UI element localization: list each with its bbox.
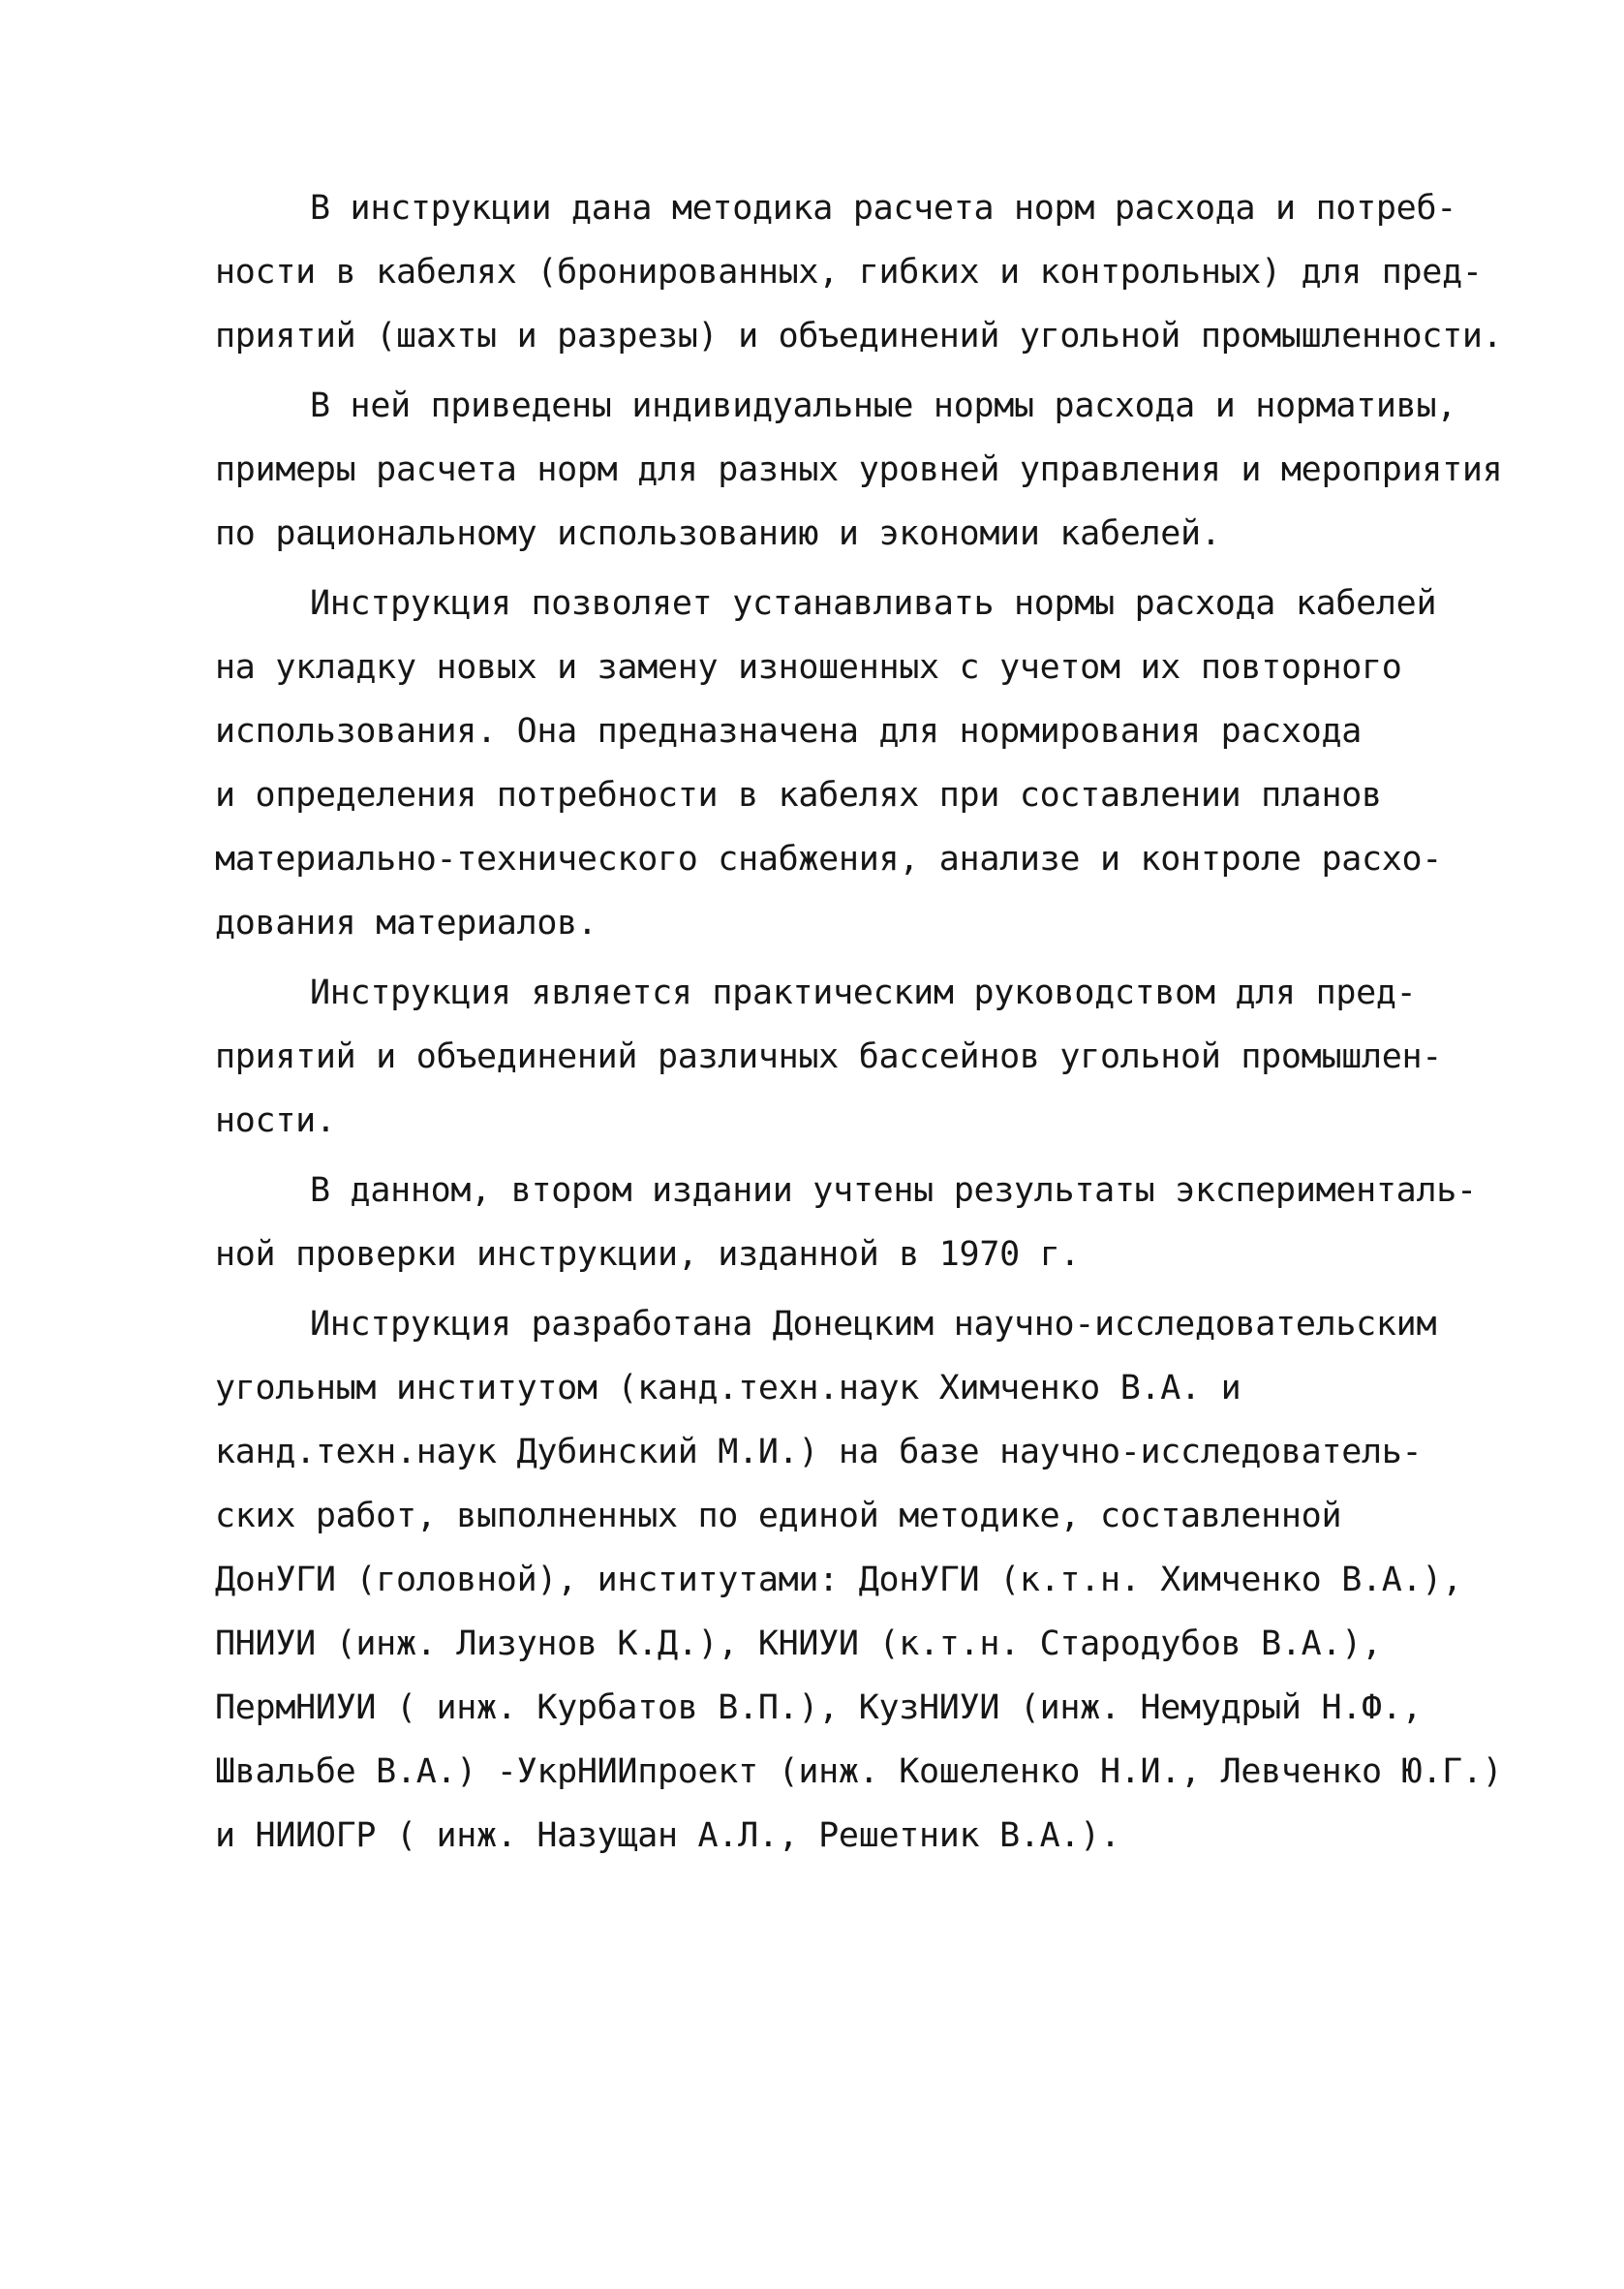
paragraph-purpose <box>215 572 1455 955</box>
text-line: и НИИОГР ( инж. Назущан А.Л., Решетник В.А.). <box>215 1816 1120 1855</box>
text-line: материально-технического снабжения, анализе и контроле расхо- <box>215 840 1443 879</box>
text-line: использования. Она предназначена для нормирования расхода <box>215 712 1362 751</box>
paragraph-norms-contents <box>215 374 1503 566</box>
text-line: В данном, втором издании учтены результаты эксперименталь- <box>310 1171 1477 1210</box>
text-line: ПермНИУИ ( инж. Курбатов В.П.), КузНИУИ (инж. Немудрый Н.Ф., <box>215 1688 1423 1727</box>
paragraph-guide <box>215 961 1455 1153</box>
text-line: по рациональному использованию и экономии кабелей. <box>215 514 1221 553</box>
text-line: угольным институтом (канд.техн.наук Химченко В.А. и <box>215 1369 1241 1407</box>
text-line: ной проверки инструкции, изданной в 1970 г. <box>215 1235 1081 1274</box>
text-line: дования материалов. <box>215 904 598 943</box>
text-line: приятий и объединений различных бассейнов угольной промышлен- <box>215 1037 1443 1076</box>
paragraph-second-edition <box>215 1159 1477 1286</box>
text-line: ПНИУИ (инж. Лизунов К.Д.), КНИУИ (к.т.н. Стародубов В.А.), <box>215 1624 1382 1663</box>
text-line: ских работ, выполненных по единой методике, составленной <box>215 1497 1342 1535</box>
paragraph-method-description <box>215 176 1503 368</box>
text-line: Инструкция позволяет устанавливать нормы расхода кабелей <box>310 584 1437 623</box>
text-line: Инструкция является практическим руководством для пред- <box>310 974 1417 1012</box>
document-body <box>215 176 1503 1868</box>
text-line: Инструкция разработана Донецким научно-исследовательским <box>310 1305 1437 1344</box>
text-line: ности в кабелях (бронированных, гибких и контрольных) для пред- <box>215 253 1483 292</box>
text-line: и определения потребности в кабелях при составлении планов <box>215 776 1382 815</box>
text-line: Швальбе В.А.) -УкрНИИпроект (инж. Кошеленко Н.И., Левченко Ю.Г.) <box>215 1752 1503 1791</box>
paragraph-authors <box>215 1292 1503 1868</box>
text-line: ности. <box>215 1101 336 1140</box>
text-line: примеры расчета норм для разных уровней управления и мероприятия <box>215 450 1503 489</box>
text-line: на укладку новых и замену изношенных с учетом их повторного <box>215 648 1402 687</box>
text-line: В ней приведены индивидуальные нормы расхода и нормативы, <box>310 387 1456 425</box>
text-line: канд.техн.наук Дубинский М.И.) на базе научно-исследователь- <box>215 1433 1423 1471</box>
text-line: ДонУГИ (головной), институтами: ДонУГИ (к.т.н. Химченко В.А.), <box>215 1561 1462 1599</box>
text-line: В инструкции дана методика расчета норм расхода и потреб- <box>310 189 1456 228</box>
text-line: приятий (шахты и разрезы) и объединений угольной промышленности. <box>215 317 1503 356</box>
